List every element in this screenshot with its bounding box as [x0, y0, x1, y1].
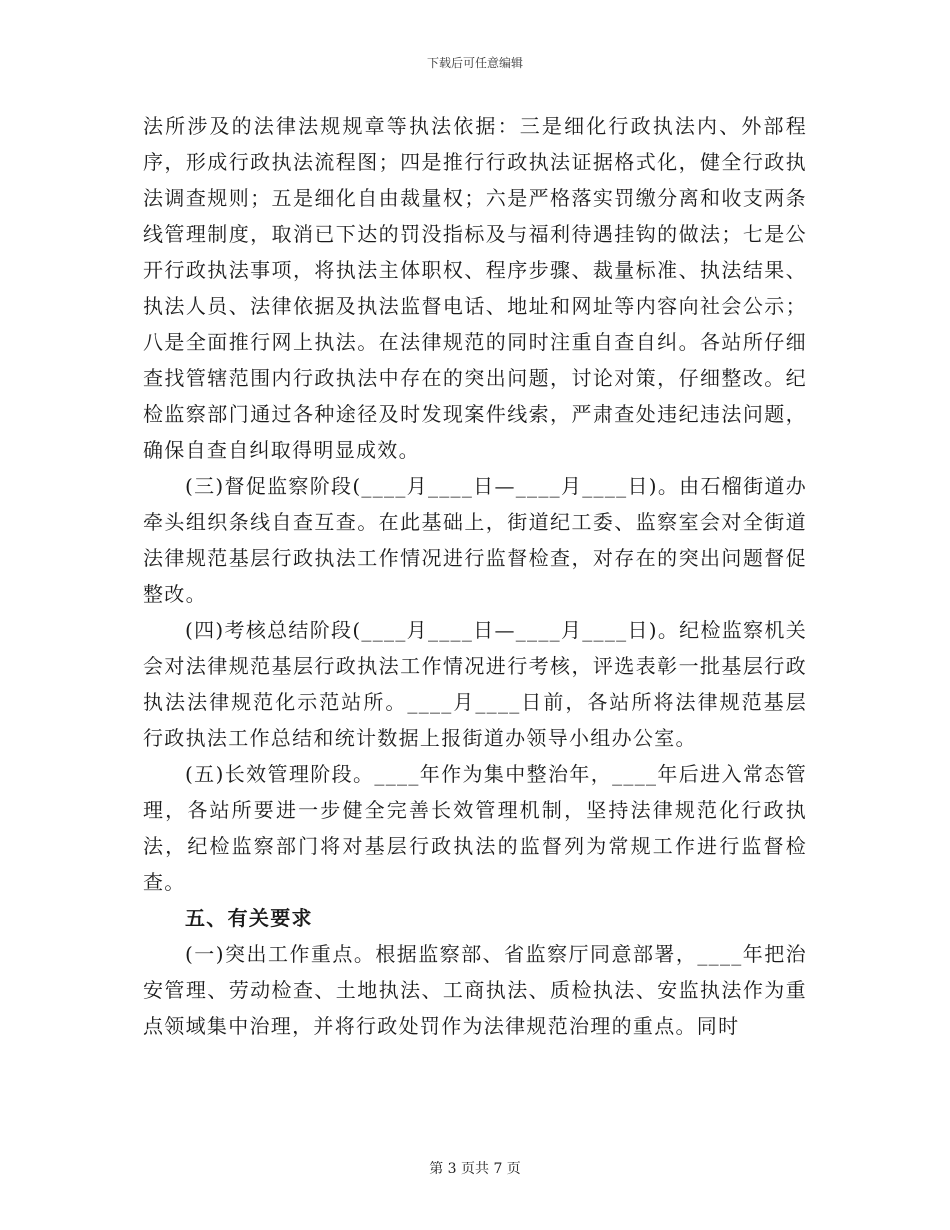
paragraph-long-term-stage: (五)长效管理阶段。____年作为集中整治年，____年后进入常态管理，各站所要进一步健全完善长效管理机制，坚持法律规范化行政执法，纪检监察部门将对基层行政执法的监督列为常规工作进行监督检查。 [143, 762, 807, 894]
paragraph-key-focus: (一)突出工作重点。根据监察部、省监察厅同意部署，____年把治安管理、劳动检查、土地执法、工商执法、质检执法、安监执法作为重点领域集中治理，并将行政处罚作为法律规范治理的重点。同时 [143, 942, 807, 1038]
paragraph-continued: 法所涉及的法律法规规章等执法依据：三是细化行政执法内、外部程序，形成行政执法流程图；四是推行行政执法证据格式化，健全行政执法调查规则；五是细化自由裁量权；六是严格落实罚缴分离和收支两条线管理制度，取消已下达的罚没指标及与福利待遇挂钩的做法；七是公开行政执法事项，将执法主体职权、程序步骤、裁量标准、执法结果、执法人员、法律依据及执法监督电话、地址和网址等内容向社会公示；八是全面推行网上执法。在法律规范的同时注重自查自纠。各站所仔细查找管辖范围内行政执法中存在的突出问题，讨论对策，仔细整改。纪检监察部门通过各种途径及时发现案件线索，严肃查处违纪违法问题，确保自查自纠取得明显成效。 [143, 114, 807, 462]
page-header: 下载后可任意编辑 [426, 56, 523, 70]
section-heading-requirements: 五、有关要求 [185, 906, 313, 930]
paragraph-supervision-stage: (三)督促监察阶段(____月____日—____月____日)。由石榴街道办牵头组织条线自查互查。在此基础上，街道纪工委、监察室会对全街道法律规范基层行政执法工作情况进行监督检查，对存在的突出问题督促整改。 [143, 474, 807, 606]
paragraph-assessment-stage: (四)考核总结阶段(____月____日—____月____日)。纪检监察机关会对法律规范基层行政执法工作情况进行考核，评选表彰一批基层行政执法法律规范化示范站所。____月____日前，各站所将法律规范基层行政执法工作总结和统计数据上报街道办领导小组办公室。 [143, 618, 807, 750]
document-body [143, 108, 807, 1044]
page-number: 第 3 页共 7 页 [429, 1161, 521, 1177]
